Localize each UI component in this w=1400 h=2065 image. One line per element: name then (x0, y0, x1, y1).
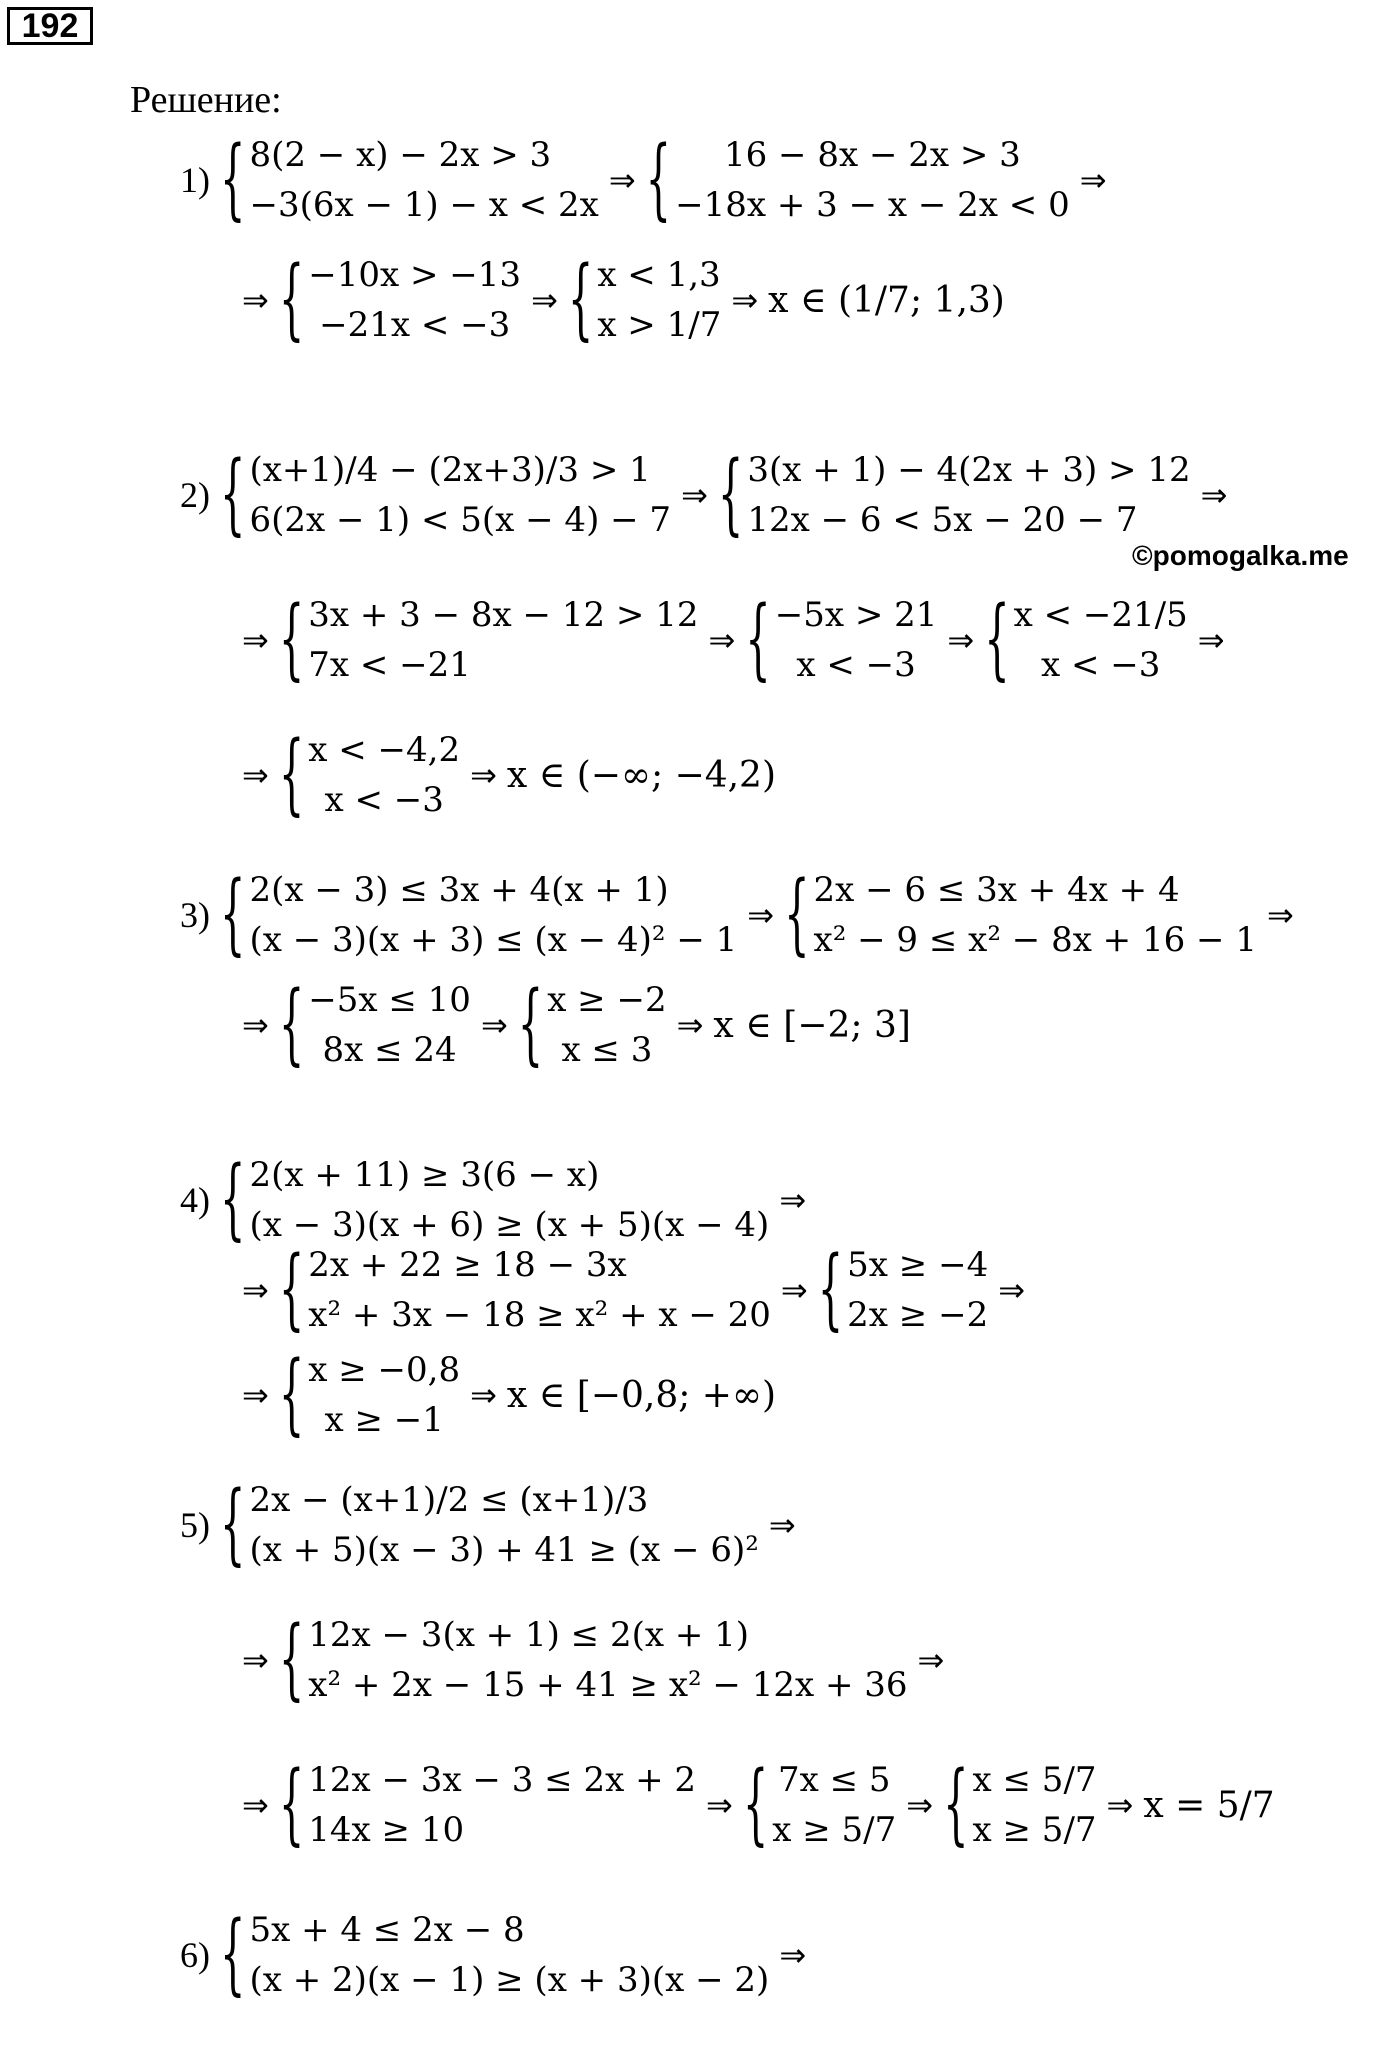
implies-arrow: ⇒ (779, 1936, 807, 1974)
system-line: (x − 3)(x + 6) ≥ (x + 5)(x − 4) (249, 1205, 770, 1245)
implies-arrow: ⇒ (480, 1006, 508, 1044)
implies-arrow: ⇒ (470, 1376, 497, 1414)
system-line: 5x + 4 ≤ 2x − 8 (249, 1910, 525, 1950)
system-line: 3x + 3 − 8x − 12 > 12 (308, 595, 699, 635)
item-label: 6) (180, 1935, 210, 1975)
system-line: (x − 3)(x + 3) ≤ (x − 4)² − 1 (249, 920, 738, 960)
system-line: x ≤ 5/7 (972, 1760, 1097, 1800)
system-brace: { (278, 589, 305, 691)
implies-arrow: ⇒ (706, 1786, 733, 1824)
solution-row (180, 130, 1117, 230)
system-line: 5x ≥ −4 (847, 1245, 989, 1285)
solution-row (232, 725, 776, 825)
system-line: 7x ≤ 5 (777, 1760, 891, 1800)
inequality-system (279, 725, 460, 825)
system-line: 6(2x − 1) < 5(x − 4) − 7 (249, 500, 672, 540)
system-brace: { (943, 1754, 969, 1856)
solution-row (232, 1610, 954, 1710)
system-line: 12x − 6 < 5x − 20 − 7 (747, 500, 1138, 540)
system-brace: { (220, 444, 246, 546)
inequality-system (984, 590, 1188, 690)
watermark: ©pomogalka.me (1132, 540, 1349, 571)
inequality-system (745, 590, 937, 690)
system-line: x² + 3x − 18 ≥ x² + x − 20 (308, 1295, 771, 1335)
system-brace: { (817, 1239, 844, 1341)
answer-text: x ∈ (−∞; −4,2) (506, 754, 776, 796)
system-brace: { (278, 1609, 305, 1711)
system-brace: { (742, 1754, 769, 1856)
solution-row (232, 1755, 1275, 1855)
system-line: −5x ≤ 10 (308, 980, 471, 1020)
inequality-system (220, 1905, 769, 2005)
implies-arrow: ⇒ (731, 281, 759, 319)
system-line: 12x − 3(x + 1) ≤ 2(x + 1) (308, 1615, 750, 1655)
system-line: −18x + 3 − x − 2x < 0 (675, 185, 1070, 225)
implies-arrow: ⇒ (242, 756, 269, 794)
implies-arrow: ⇒ (242, 281, 269, 319)
system-line: 2x + 22 ≥ 18 − 3x (308, 1245, 627, 1285)
implies-arrow: ⇒ (676, 1006, 704, 1044)
system-line: x < −3 (324, 780, 444, 820)
system-line: 2x − (x+1)/2 ≤ (x+1)/3 (249, 1480, 649, 1520)
system-line: x ≤ 3 (561, 1030, 653, 1070)
system-brace: { (220, 1149, 246, 1251)
system-brace: { (984, 589, 1010, 691)
solution-row (232, 590, 1235, 690)
item-label: 2) (180, 475, 210, 515)
implies-arrow: ⇒ (998, 1271, 1026, 1309)
system-line: x < −21/5 (1013, 595, 1188, 635)
system-line: 2(x − 3) ≤ 3x + 4(x + 1) (249, 870, 669, 910)
system-brace: { (278, 1754, 305, 1856)
system-brace: { (220, 1904, 246, 2006)
system-line: 2(x + 11) ≥ 3(6 − x) (249, 1155, 600, 1195)
answer-text: x = 5/7 (1143, 1784, 1275, 1826)
system-brace: { (278, 249, 305, 351)
inequality-system (718, 445, 1191, 545)
item-label: 1) (180, 160, 210, 200)
item-label: 5) (180, 1505, 210, 1545)
implies-arrow: ⇒ (242, 1786, 269, 1824)
system-line: (x + 2)(x − 1) ≥ (x + 3)(x − 2) (249, 1960, 770, 2000)
system-line: 12x − 3x − 3 ≤ 2x + 2 (308, 1760, 696, 1800)
system-line: 14x ≥ 10 (308, 1810, 465, 1850)
implies-arrow: ⇒ (242, 1271, 269, 1309)
system-line: 8(2 − x) − 2x > 3 (249, 135, 552, 175)
system-line: 2x ≥ −2 (847, 1295, 989, 1335)
system-line: x ≥ −1 (324, 1400, 444, 1440)
implies-arrow: ⇒ (242, 1006, 269, 1044)
system-line: −21x < −3 (319, 305, 511, 345)
implies-arrow: ⇒ (242, 1376, 269, 1414)
solution-row (180, 1475, 806, 1575)
system-line: (x+1)/4 − (2x+3)/3 > 1 (249, 450, 651, 490)
system-line: −3(6x − 1) − x < 2x (249, 185, 599, 225)
implies-arrow: ⇒ (1266, 896, 1294, 934)
solution-row (232, 250, 1005, 350)
solution-row (180, 445, 1237, 545)
solution-row (180, 1150, 816, 1250)
system-line: −5x > 21 (774, 595, 938, 635)
implies-arrow: ⇒ (242, 1641, 269, 1679)
system-line: x > 1/7 (597, 305, 722, 345)
inequality-system (279, 1755, 696, 1855)
system-line: (x + 5)(x − 3) + 41 ≥ (x − 6)² (249, 1530, 759, 1570)
system-brace: { (278, 724, 305, 826)
system-line: 16 − 8x − 2x > 3 (723, 135, 1021, 175)
inequality-system (568, 250, 721, 350)
implies-arrow: ⇒ (947, 621, 975, 659)
system-brace: { (278, 1239, 305, 1341)
implies-arrow: ⇒ (747, 896, 775, 934)
solution-row (232, 1240, 1035, 1340)
system-line: 7x < −21 (308, 645, 471, 685)
system-brace: { (220, 129, 246, 231)
system-brace: { (220, 1474, 246, 1576)
implies-arrow: ⇒ (531, 281, 558, 319)
system-brace: { (717, 444, 744, 546)
system-line: x < −3 (796, 645, 916, 685)
inequality-system (518, 975, 667, 1075)
implies-arrow: ⇒ (917, 1641, 945, 1679)
system-brace: { (567, 249, 594, 351)
answer-text: x ∈ [−0,8; +∞) (506, 1374, 776, 1416)
implies-arrow: ⇒ (608, 161, 636, 199)
system-brace: { (278, 1344, 305, 1446)
system-brace: { (745, 589, 771, 691)
system-line: x² − 9 ≤ x² − 8x + 16 − 1 (813, 920, 1257, 960)
problem-number: 192 (7, 7, 93, 45)
system-line: x ≥ 5/7 (772, 1810, 897, 1850)
system-brace: { (278, 974, 305, 1076)
implies-arrow: ⇒ (768, 1506, 796, 1544)
implies-arrow: ⇒ (779, 1181, 807, 1219)
implies-arrow: ⇒ (681, 476, 708, 514)
solution-row (232, 1345, 776, 1445)
system-brace: { (517, 974, 544, 1076)
implies-arrow: ⇒ (1200, 476, 1228, 514)
system-line: x ≥ −2 (547, 980, 667, 1020)
implies-arrow: ⇒ (1079, 161, 1107, 199)
inequality-system (818, 1240, 988, 1340)
system-line: x < −4,2 (308, 730, 461, 770)
system-line: x² + 2x − 15 + 41 ≥ x² − 12x + 36 (308, 1665, 908, 1705)
system-line: 3(x + 1) − 4(2x + 3) > 12 (747, 450, 1191, 490)
inequality-system (279, 975, 471, 1075)
answer-text: x ∈ (1/7; 1,3) (768, 279, 1005, 321)
inequality-system (784, 865, 1257, 965)
implies-arrow: ⇒ (780, 1271, 808, 1309)
implies-arrow: ⇒ (1197, 621, 1225, 659)
item-label: 4) (180, 1180, 210, 1220)
system-brace: { (645, 129, 672, 231)
implies-arrow: ⇒ (906, 1786, 934, 1824)
inequality-system (743, 1755, 896, 1855)
inequality-system (943, 1755, 1096, 1855)
solution-row (180, 865, 1304, 965)
implies-arrow: ⇒ (708, 621, 736, 659)
inequality-system (279, 1345, 460, 1445)
system-line: x < −3 (1041, 645, 1161, 685)
solution-row (232, 975, 911, 1075)
system-line: x ≥ −0,8 (308, 1350, 461, 1390)
implies-arrow: ⇒ (1106, 1786, 1134, 1824)
system-line: −10x > −13 (308, 255, 522, 295)
inequality-system (279, 590, 699, 690)
system-line: x ≥ 5/7 (972, 1810, 1097, 1850)
inequality-system (279, 1240, 771, 1340)
system-brace: { (784, 864, 810, 966)
system-line: x < 1,3 (597, 255, 721, 295)
inequality-system (279, 250, 521, 350)
solution-heading: Решение: (130, 79, 282, 121)
inequality-system (220, 130, 599, 230)
answer-text: x ∈ [−2; 3] (713, 1004, 911, 1046)
solution-row (180, 1905, 816, 2005)
implies-arrow: ⇒ (242, 621, 269, 659)
system-line: 2x − 6 ≤ 3x + 4x + 4 (813, 870, 1180, 910)
item-label: 3) (180, 895, 210, 935)
system-brace: { (220, 864, 246, 966)
inequality-system (279, 1610, 908, 1710)
implies-arrow: ⇒ (470, 756, 497, 794)
inequality-system (646, 130, 1070, 230)
system-line: 8x ≤ 24 (322, 1030, 457, 1070)
